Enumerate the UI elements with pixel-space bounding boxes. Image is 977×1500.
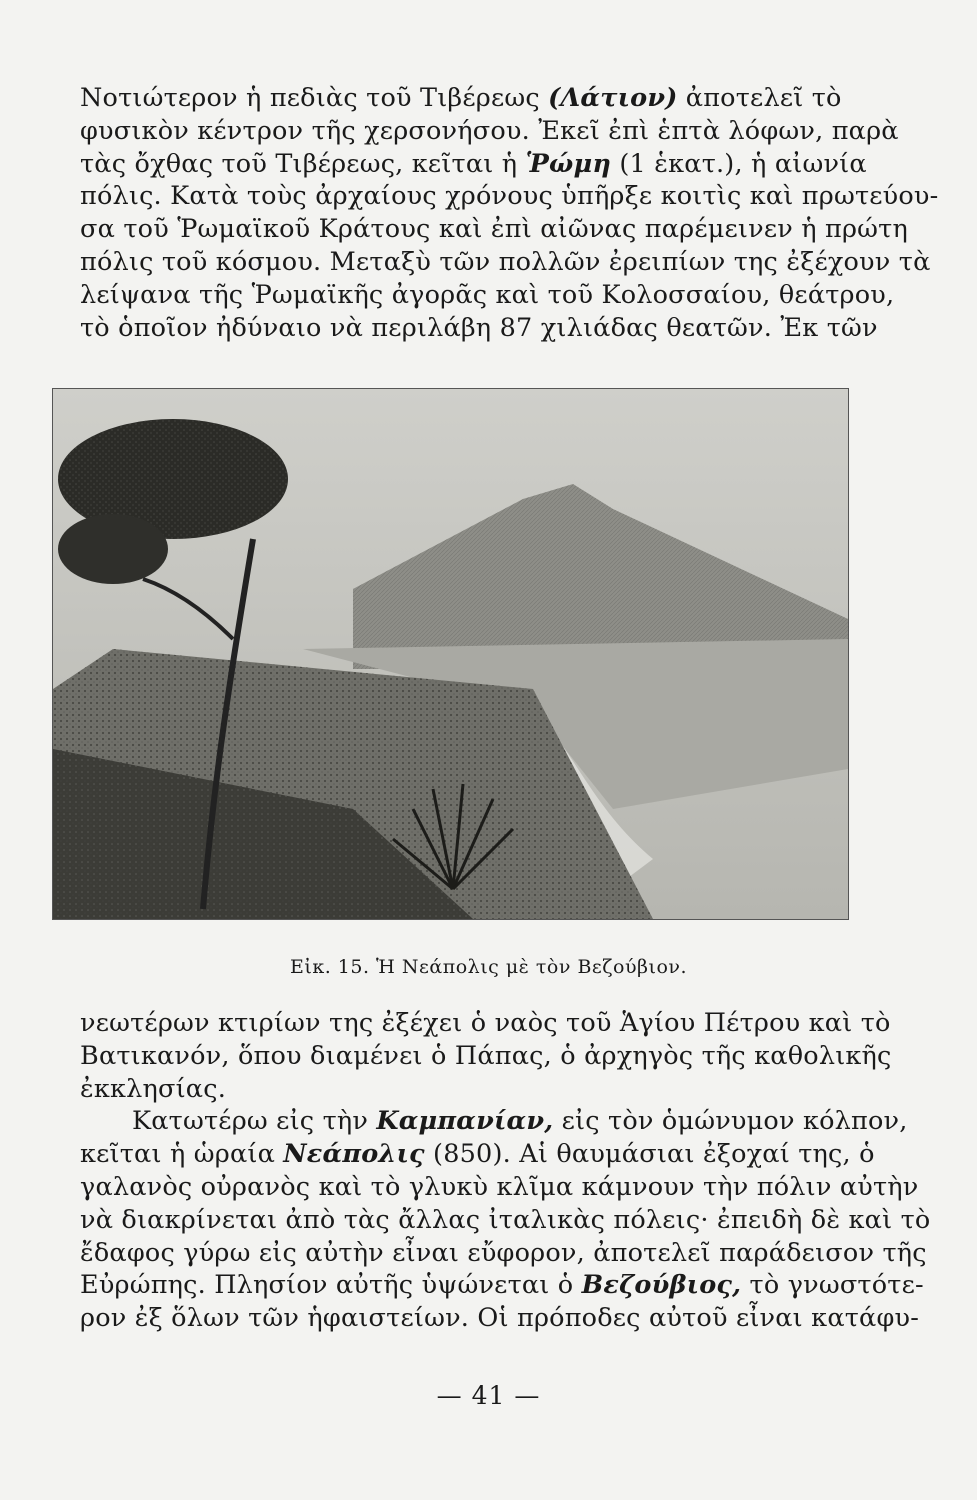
figure-caption: Εἰκ. 15. Ἡ Νεάπολις μὲ τὸν Βεζούβιον.: [290, 956, 687, 978]
text-line: ρον ἐξ ὅλων τῶν ἡφαιστείων. Οἱ πρόποδες αὐτοῦ εἶναι κατάφυ-: [80, 1303, 920, 1334]
text-line: Κατωτέρω εἰς τὴν Καμπανίαν, εἰς τὸν ὁμώνυμον κόλπον,: [132, 1106, 908, 1137]
text-line: νὰ διακρίνεται ἀπὸ τὰς ἄλλας ἰταλικὰς πόλεις· ἐπειδὴ δὲ καὶ τὸ: [80, 1204, 931, 1235]
text-line: ἔδαφος γύρω εἰς αὐτὴν εἶναι εὔφορον, ἀποτελεῖ παράδεισον τῆς: [80, 1237, 927, 1268]
bold-term: Ῥώμη: [525, 148, 612, 179]
text-line: λείψανα τῆς Ῥωμαϊκῆς ἀγορᾶς καὶ τοῦ Κολοσσαίου, θεάτρου,: [80, 279, 895, 310]
bold-term: Καμπανίαν,: [376, 1106, 554, 1137]
text-line: φυσικὸν κέντρον τῆς χερσονήσου. Ἐκεῖ ἐπὶ ἑπτὰ λόφων, παρὰ: [80, 115, 899, 146]
text-line: νεωτέρων κτιρίων της ἐξέχει ὁ ναὸς τοῦ Ἁγίου Πέτρου καὶ τὸ: [80, 1008, 891, 1038]
paragraph-naples: [80, 1007, 931, 1335]
engraving-illustration: [53, 389, 848, 919]
text-line: γαλανὸς οὐρανὸς καὶ τὸ γλυκὺ κλῖμα κάμνουν τὴν πόλιν αὐτὴν: [80, 1171, 919, 1202]
bold-term: Βεζούβιος,: [581, 1270, 742, 1301]
bold-term: Νεάπολις: [283, 1139, 425, 1170]
figure-naples-vesuvius: [52, 388, 849, 920]
bold-term: (Λάτιον): [548, 83, 678, 113]
text-line: Νοτιώτερον ἡ πεδιὰς τοῦ Τιβέρεως (Λάτιον) ἀποτελεῖ τὸ: [80, 83, 842, 113]
text-line: Εὐρώπης. Πλησίον αὐτῆς ὑψώνεται ὁ Βεζούβιος, τὸ γνωστότε-: [80, 1270, 924, 1301]
text-line: πόλις. Κατὰ τοὺς ἀρχαίους χρόνους ὑπῆρξε κοιτὶς καὶ πρωτεύου-: [80, 181, 939, 212]
text-line: πόλις τοῦ κόσμου. Μεταξὺ τῶν πολλῶν ἐρειπίων της ἐξέχουν τὰ: [80, 246, 931, 277]
text-line: τὰς ὄχθας τοῦ Τιβέρεως, κεῖται ἡ Ῥώμη (1 ἑκατ.), ἡ αἰωνία: [80, 148, 867, 179]
text-line: σα τοῦ Ῥωμαϊκοῦ Κράτους καὶ ἐπὶ αἰῶνας παρέμεινεν ἡ πρώτη: [80, 214, 908, 245]
text-line: ἐκκλησίας.: [80, 1073, 227, 1104]
page-number: — 41 —: [436, 1381, 541, 1410]
paragraph-rome: [80, 82, 939, 344]
text-line: κεῖται ἡ ὡραία Νεάπολις (850). Αἱ θαυμάσιαι ἐξοχαί της, ὁ: [80, 1139, 875, 1170]
text-line: Βατικανόν, ὅπου διαμένει ὁ Πάπας, ὁ ἀρχηγὸς τῆς καθολικῆς: [80, 1040, 892, 1071]
text-line: τὸ ὁποῖον ἠδύναιο νὰ περιλάβη 87 χιλιάδας θεατῶν. Ἐκ τῶν: [80, 312, 878, 343]
